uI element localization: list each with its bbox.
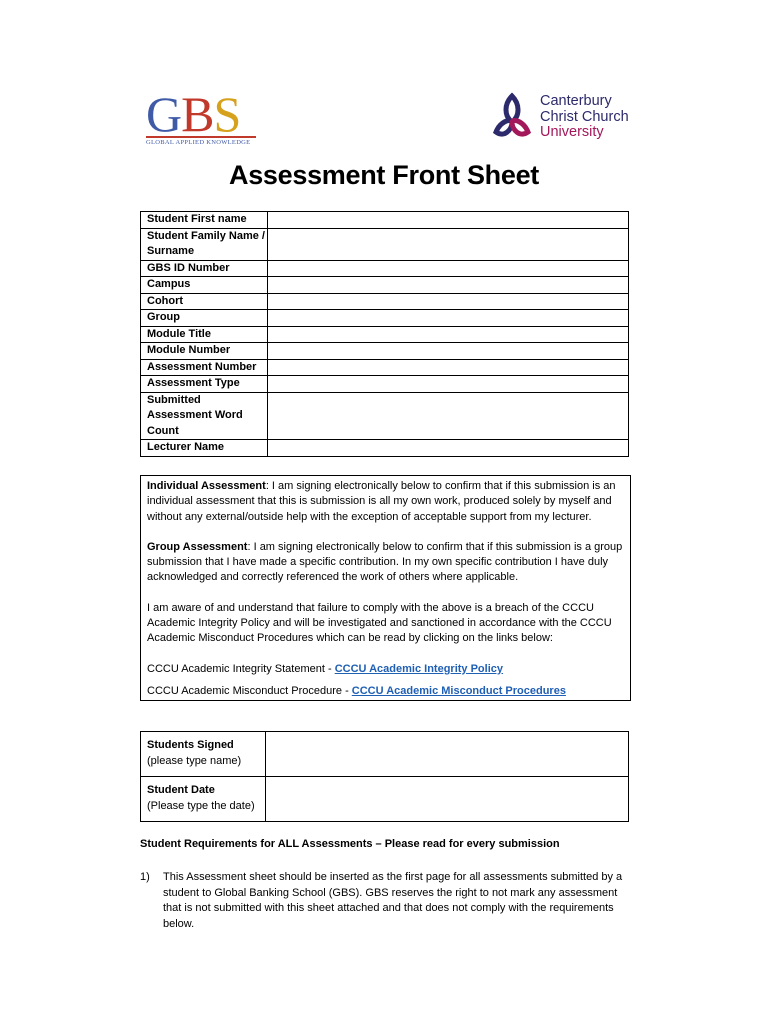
details-row-lecturer-name	[141, 440, 629, 457]
details-value-field[interactable]	[267, 310, 628, 327]
details-value-field[interactable]	[267, 277, 628, 294]
details-row-campus	[141, 277, 629, 294]
requirement-text: This Assessment sheet should be inserted as the first page for all assessments submitted by a student to Global Banking School (GBS). GBS reserves the right to not mark any assessment that is not submitted with this sheet attached and that does not comply with the requirements below.	[163, 871, 623, 930]
gbs-letter-g: G	[146, 86, 182, 142]
details-value-field[interactable]	[267, 212, 628, 229]
details-label: Group	[141, 310, 268, 327]
declaration-box	[140, 475, 631, 701]
gbs-logo-tagline: GLOBAL APPLIED KNOWLEDGE	[146, 139, 251, 146]
cccu-logo-text	[540, 94, 629, 141]
date-row	[141, 777, 629, 822]
signed-hint: (please type name)	[147, 754, 242, 767]
details-row-cohort	[141, 293, 629, 310]
gbs-letter-s: S	[213, 86, 241, 142]
details-value-field[interactable]	[267, 293, 628, 310]
details-label: Lecturer Name	[141, 440, 268, 457]
details-row-group	[141, 310, 629, 327]
details-label: Student Family Name / Surname	[141, 228, 268, 260]
details-value-field[interactable]	[267, 440, 628, 457]
integrity-policy-link[interactable]: CCCU Academic Integrity Policy	[334, 662, 503, 675]
individual-assessment-text: : I am signing electronically below to confirm that if this submission is an individual assessment that this is submission is all my own work, produced solely by myself and without any external/outside help with the exception of acceptable support from my lecturer.	[147, 480, 616, 523]
gbs-logo-wordmark	[146, 86, 258, 142]
cccu-line-3: University	[540, 124, 604, 140]
details-label: Student First name	[141, 212, 268, 229]
page-title: Assessment Front Sheet	[229, 160, 539, 190]
date-label: Student Date	[147, 784, 215, 796]
awareness-paragraph: I am aware of and understand that failure to comply with the above is a breach of the CCCU Academic Integrity Policy and will be investigated and sanctioned in accordance with the CCCU Academic Misconduct Procedures which can be read by clicking on the links below:	[147, 601, 612, 645]
integrity-statement-line	[147, 662, 625, 677]
details-row-assessment-number	[141, 359, 629, 376]
details-value-field[interactable]	[267, 260, 628, 277]
student-details-table	[140, 211, 629, 457]
details-value-field[interactable]	[267, 392, 628, 440]
signed-label-cell	[141, 732, 266, 777]
details-label: Assessment Number	[141, 359, 268, 376]
details-value-field[interactable]	[267, 376, 628, 393]
cccu-trefoil-icon	[492, 92, 532, 144]
group-assessment-paragraph	[147, 540, 625, 586]
requirement-item	[140, 870, 632, 932]
details-row-student-first-name	[141, 212, 629, 229]
signature-table	[140, 731, 629, 822]
details-label: Submitted Assessment Word Count	[141, 392, 268, 440]
cccu-logo	[492, 92, 632, 144]
details-label: Assessment Type	[141, 376, 268, 393]
date-hint: (Please type the date)	[147, 799, 255, 812]
details-label: Module Number	[141, 343, 268, 360]
details-row-submitted-assessment-word-count	[141, 392, 629, 440]
group-assessment-text: : I am signing electronically below to confirm that if this submission is a group submission that I have made a specific contribution. In my own specific contribution I have duly acknowledged and correctly referenced the work of others where applicable.	[147, 540, 623, 584]
details-value-field[interactable]	[267, 326, 628, 343]
details-row-assessment-type	[141, 376, 629, 393]
signed-label: Students Signed	[147, 739, 234, 751]
integrity-statement-prefix: CCCU Academic Integrity Statement -	[147, 662, 335, 675]
signed-value-field[interactable]	[266, 732, 629, 777]
details-value-field[interactable]	[267, 343, 628, 360]
individual-assessment-paragraph	[147, 479, 625, 525]
details-row-module-title	[141, 326, 629, 343]
requirement-number: 1)	[140, 871, 150, 883]
requirements-heading: Student Requirements for ALL Assessments – Please read for every submission	[140, 838, 560, 850]
date-value-field[interactable]	[266, 777, 629, 822]
gbs-logo	[146, 86, 258, 146]
individual-assessment-label: Individual Assessment	[147, 480, 266, 492]
misconduct-procedures-link[interactable]: CCCU Academic Misconduct Procedures	[351, 684, 566, 697]
requirements-list	[140, 870, 632, 932]
details-value-field[interactable]	[267, 359, 628, 376]
details-label: Campus	[141, 277, 268, 294]
date-label-cell	[141, 777, 266, 822]
details-row-gbs-id-number	[141, 260, 629, 277]
details-value-field[interactable]	[267, 228, 628, 260]
gbs-letter-b: B	[181, 86, 214, 142]
misconduct-procedure-line	[147, 684, 625, 699]
details-label: Cohort	[141, 293, 268, 310]
group-assessment-label: Group Assessment	[147, 540, 248, 553]
signed-row	[141, 732, 629, 777]
cccu-line-2: Christ Church	[540, 108, 629, 125]
details-label: Module Title	[141, 326, 268, 343]
details-label: GBS ID Number	[141, 260, 268, 277]
details-row-student-family-name-surname	[141, 228, 629, 260]
misconduct-procedure-prefix: CCCU Academic Misconduct Procedure -	[147, 684, 352, 697]
details-row-module-number	[141, 343, 629, 360]
cccu-line-1: Canterbury	[540, 93, 612, 109]
